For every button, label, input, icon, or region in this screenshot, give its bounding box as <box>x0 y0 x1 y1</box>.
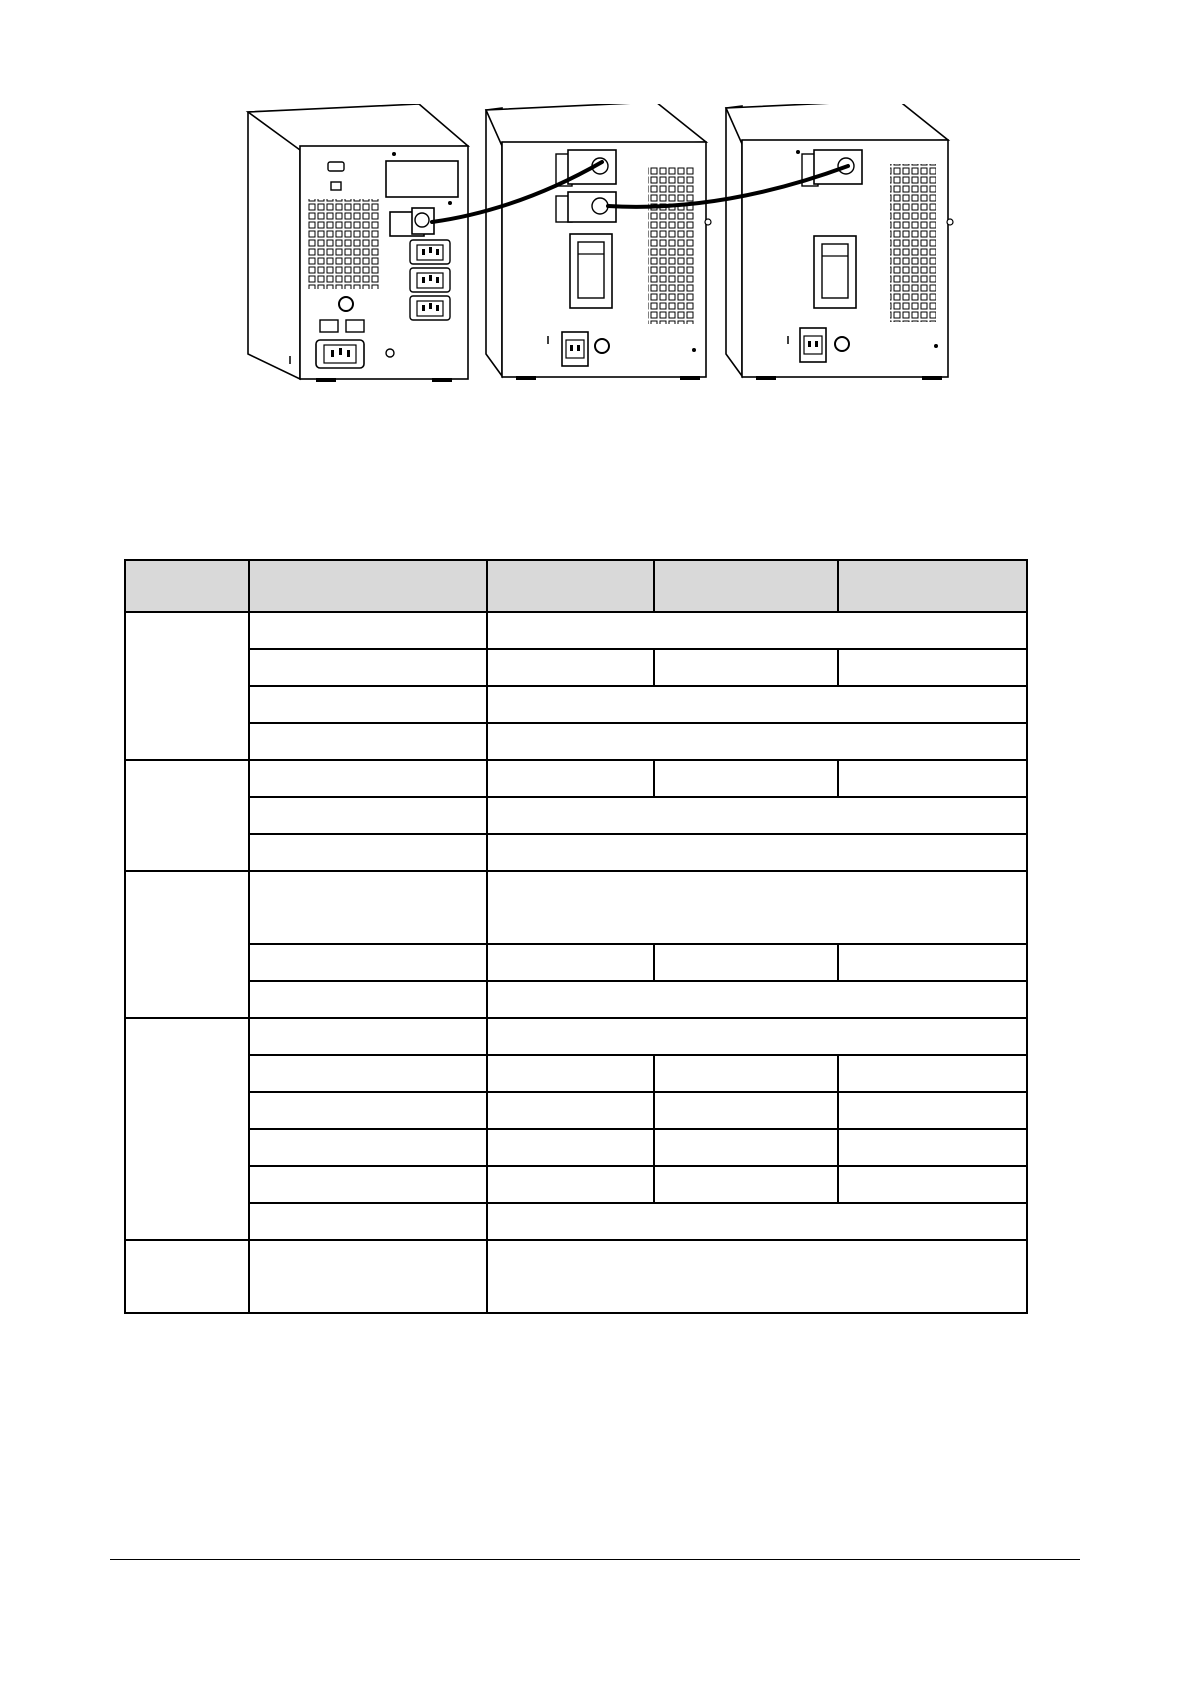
value-cell <box>654 1129 838 1166</box>
breaker-button-icon <box>595 339 609 353</box>
parameter-cell <box>249 871 487 944</box>
table-row <box>125 686 1027 723</box>
value-cell <box>654 760 838 797</box>
value-cell <box>487 723 1027 760</box>
parameter-cell <box>249 723 487 760</box>
vent-grill <box>890 164 936 322</box>
parameter-cell <box>249 1129 487 1166</box>
value-cell <box>487 1240 1027 1313</box>
value-cell <box>838 1166 1027 1203</box>
parameter-cell <box>249 797 487 834</box>
header-cell <box>487 560 654 612</box>
serial-port-icon <box>328 162 344 171</box>
iec-outlet-icon <box>410 268 450 292</box>
parameter-cell <box>249 649 487 686</box>
table-row <box>125 834 1027 871</box>
snmp-slot-cover <box>386 161 458 197</box>
breaker-switch-icon <box>570 234 612 308</box>
parameter-cell <box>249 612 487 649</box>
table-row <box>125 944 1027 981</box>
breaker-switch-icon <box>814 236 856 308</box>
table-row <box>125 723 1027 760</box>
table-row <box>125 1018 1027 1055</box>
value-cell <box>838 1092 1027 1129</box>
value-cell <box>487 871 1027 944</box>
value-cell <box>487 1166 654 1203</box>
value-cell <box>838 1055 1027 1092</box>
value-cell <box>487 944 654 981</box>
ac-inlet-icon <box>562 332 588 366</box>
iec-outlet-icon <box>410 240 450 264</box>
value-cell <box>487 834 1027 871</box>
value-cell <box>838 1129 1027 1166</box>
value-cell <box>487 1055 654 1092</box>
ups-battery-connection-diagram <box>236 104 954 382</box>
iec-outlet-icon <box>410 296 450 320</box>
parameter-cell <box>249 944 487 981</box>
table-header-row <box>125 560 1027 612</box>
value-cell <box>487 1129 654 1166</box>
breaker-button-icon <box>835 337 849 351</box>
value-cell <box>654 1092 838 1129</box>
header-cell <box>838 560 1027 612</box>
parameter-cell <box>249 981 487 1018</box>
value-cell <box>487 1018 1027 1055</box>
footer-divider <box>110 1559 1080 1560</box>
battery-output-socket-icon <box>390 208 434 236</box>
section-label-cell <box>125 760 249 871</box>
table-row <box>125 612 1027 649</box>
battery-pack-2 <box>726 104 953 380</box>
value-cell <box>838 649 1027 686</box>
table-row <box>125 1129 1027 1166</box>
battery-pack-1 <box>486 104 711 380</box>
parameter-cell <box>249 834 487 871</box>
network-port-icon <box>346 320 364 332</box>
specification-table <box>124 559 1028 1314</box>
table-row <box>125 1166 1027 1203</box>
value-cell <box>838 760 1027 797</box>
header-cell <box>249 560 487 612</box>
value-cell <box>838 944 1027 981</box>
value-cell <box>487 649 654 686</box>
value-cell <box>487 686 1027 723</box>
vent-grill <box>308 199 380 289</box>
table-row <box>125 797 1027 834</box>
usb-port-icon <box>331 182 341 190</box>
value-cell <box>487 981 1027 1018</box>
parameter-cell <box>249 1018 487 1055</box>
vent-grill <box>648 166 694 324</box>
parameter-cell <box>249 1055 487 1092</box>
parameter-cell <box>249 760 487 797</box>
breaker-button-icon <box>339 297 353 311</box>
header-cell <box>654 560 838 612</box>
table-row <box>125 649 1027 686</box>
diagram-svg <box>236 104 954 382</box>
parameter-cell <box>249 686 487 723</box>
value-cell <box>654 944 838 981</box>
section-label-cell <box>125 871 249 1018</box>
value-cell <box>487 612 1027 649</box>
value-cell <box>487 760 654 797</box>
table-row <box>125 1092 1027 1129</box>
table-row <box>125 981 1027 1018</box>
table-row <box>125 1240 1027 1313</box>
section-label-cell <box>125 1018 249 1240</box>
ups-main-unit <box>248 104 468 382</box>
ac-inlet-icon <box>316 340 364 368</box>
parameter-cell <box>249 1092 487 1129</box>
value-cell <box>487 1203 1027 1240</box>
parameter-cell <box>249 1166 487 1203</box>
table-row <box>125 760 1027 797</box>
parameter-cell <box>249 1240 487 1313</box>
value-cell <box>654 649 838 686</box>
section-label-cell <box>125 1240 249 1313</box>
value-cell <box>487 797 1027 834</box>
table-row <box>125 1055 1027 1092</box>
parameter-cell <box>249 1203 487 1240</box>
value-cell <box>487 1092 654 1129</box>
table-row <box>125 871 1027 944</box>
section-label-cell <box>125 612 249 760</box>
value-cell <box>654 1166 838 1203</box>
value-cell <box>654 1055 838 1092</box>
network-port-icon <box>320 320 338 332</box>
table-row <box>125 1203 1027 1240</box>
header-cell <box>125 560 249 612</box>
ac-inlet-icon <box>800 328 826 362</box>
